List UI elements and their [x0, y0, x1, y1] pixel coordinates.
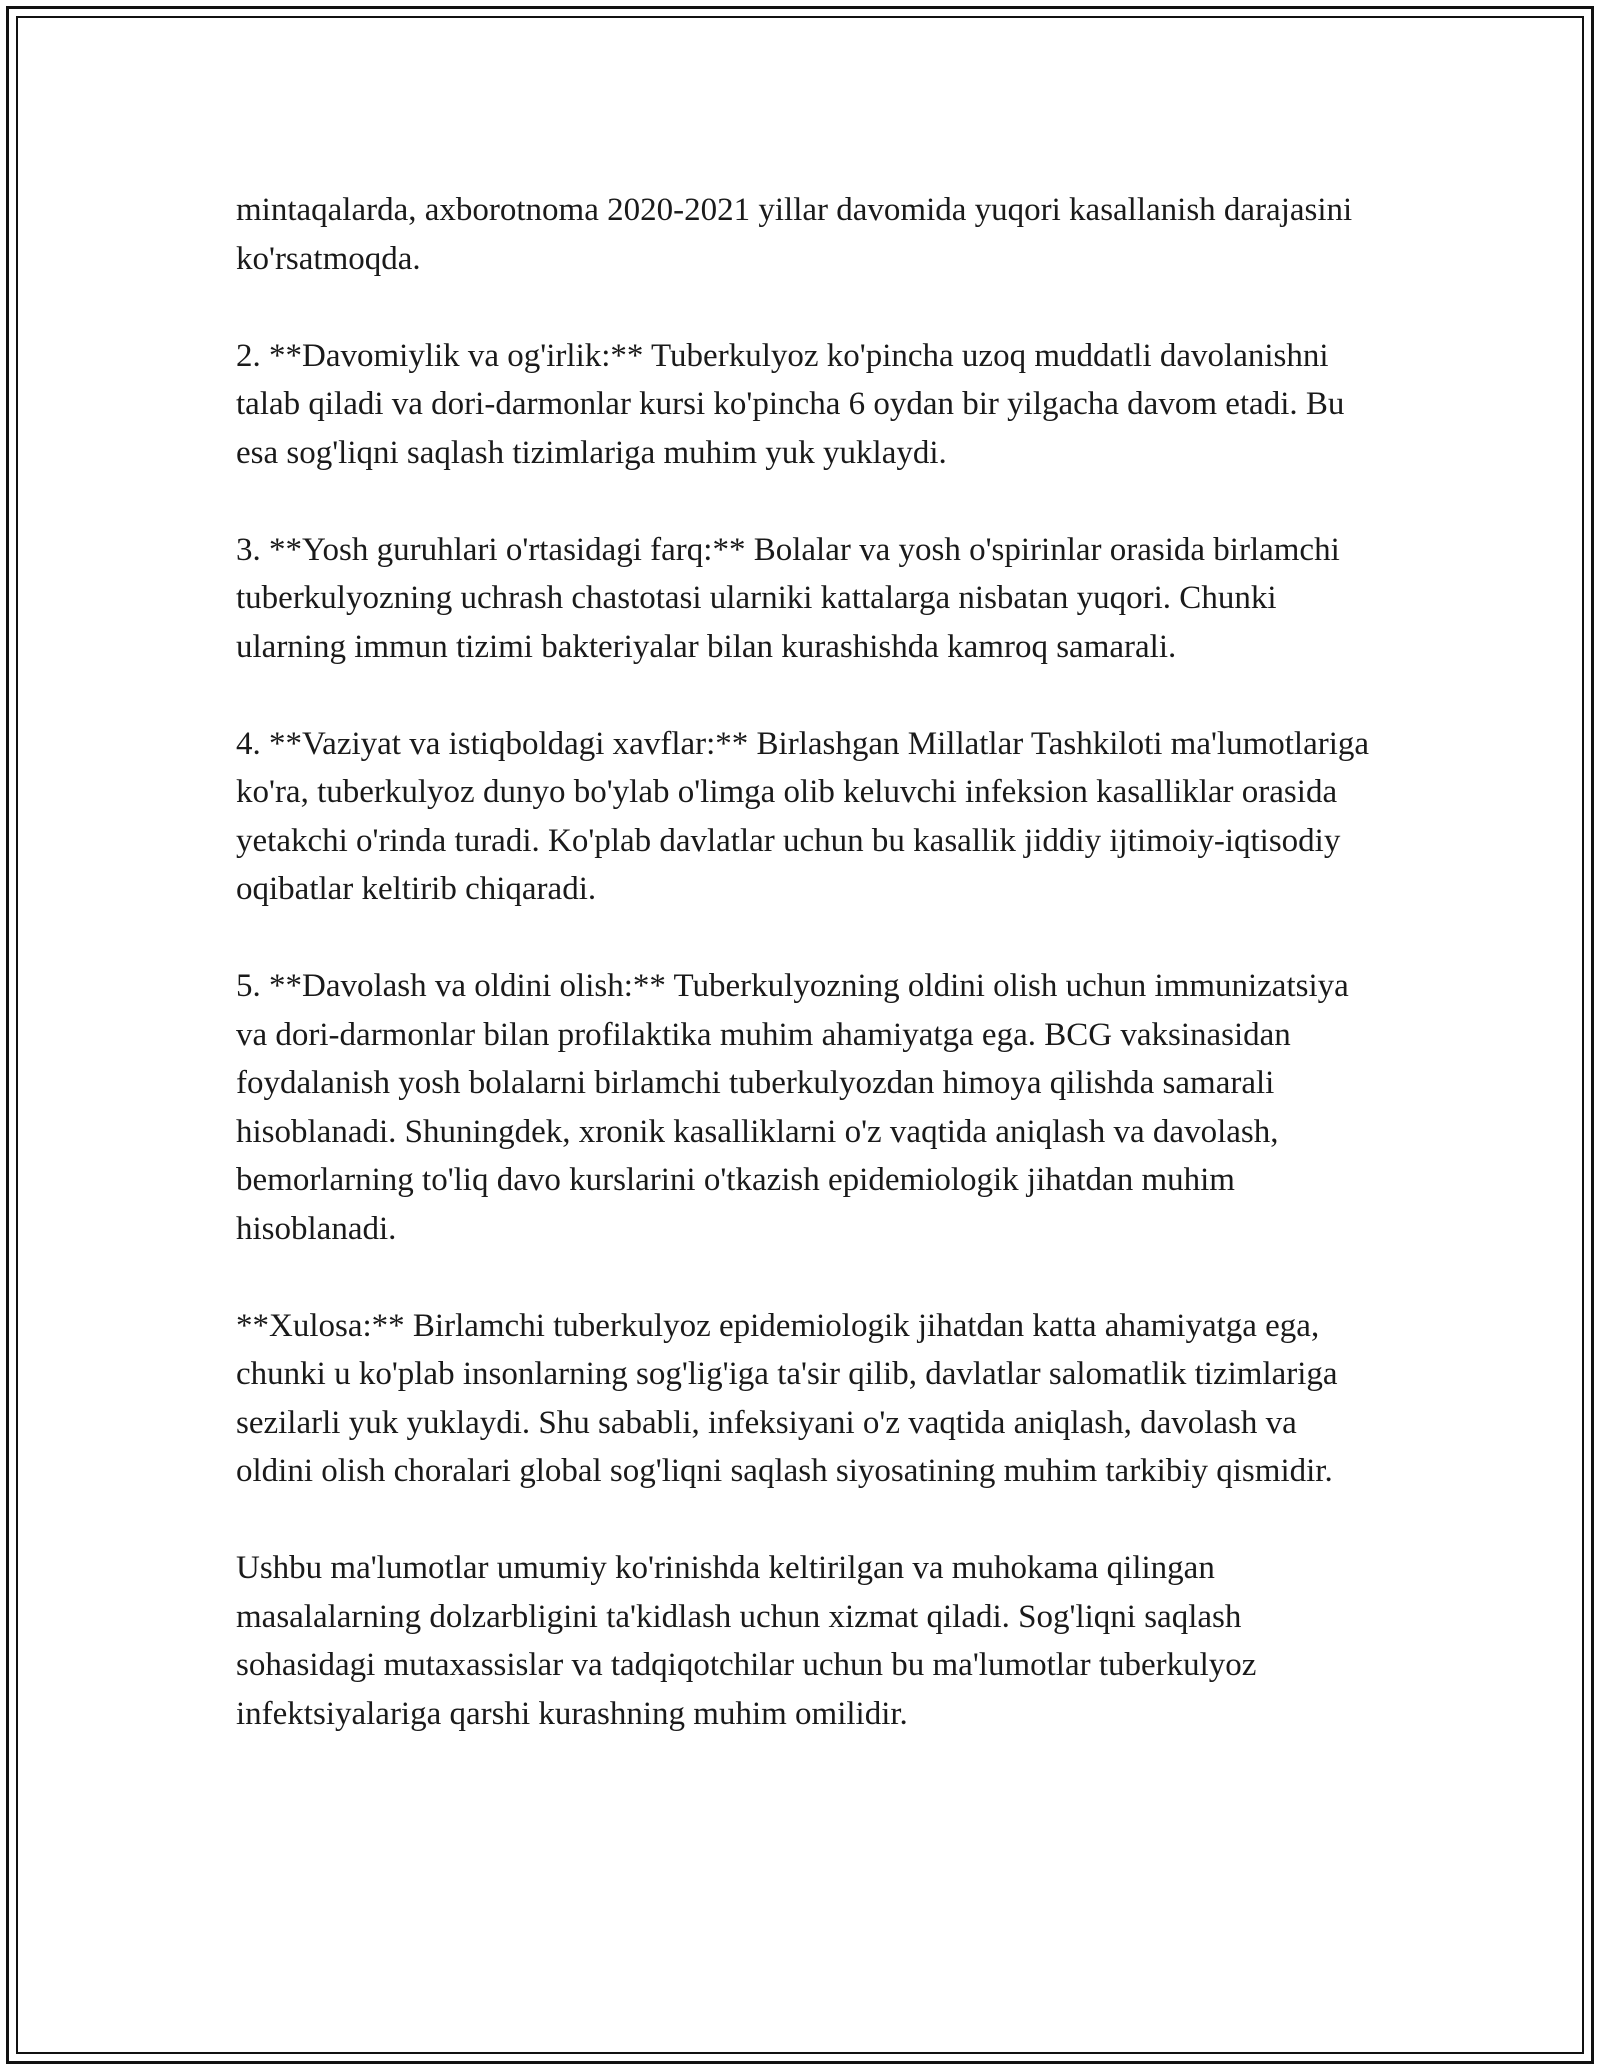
paragraph-item-4: 4. **Vaziyat va istiqboldagi xavflar:** Birlashgan Millatlar Tashkiloti ma'lumotlariga ko'ra, tuberkulyoz dunyo bo'ylab o'limga olib keluvchi infeksion kasalliklar orasida yetakchi o'rinda turadi. Ko'plab davlatlar uchun bu kasallik jiddiy ijtimoiy-iqtisodiy oqibatlar keltirib chiqaradi. [236, 725, 1370, 907]
document-body [236, 186, 1376, 1738]
paragraph-continuation: mintaqalarda, axborotnoma 2020-2021 yillar davomida yuqori kasallanish darajasini ko'rsatmoqda. [236, 192, 1353, 277]
paragraph-item-5: 5. **Davolash va oldini olish:** Tuberkulyozning oldini olish uchun immunizatsiya va dori-darmonlar bilan profilaktika muhim ahamiyatga ega. BCG vaksinasidan foydalanish yosh bolalarni birlamchi tuberkulyozdan himoya qilishda samarali hisoblanadi. Shuningdek, xronik kasalliklarni o'z vaqtida aniqlash va davolash, bemorlarning to'liq davo kurslarini o'tkazish epidemiologik jihatdan muhim hisoblanadi. [236, 968, 1349, 1247]
paragraph-item-3: 3. **Yosh guruhlari o'rtasidagi farq:** Bolalar va yosh o'spirinlar orasida birlamchi tuberkulyozning uchrash chastotasi ularniki kattalarga nisbatan yuqori. Chunki ularning immun tizimi bakteriyalar bilan kurashishda kamroq samarali. [236, 531, 1340, 665]
paragraph-item-2: 2. **Davomiylik va og'irlik:** Tuberkulyoz ko'pincha uzoq muddatli davolanishni talab qiladi va dori-darmonlar kursi ko'pincha 6 oydan bir yilgacha davom etadi. Bu esa sog'liqni saqlash tizimlariga muhim yuk yuklaydi. [236, 337, 1345, 471]
paragraph-closing: Ushbu ma'lumotlar umumiy ko'rinishda keltirilgan va muhokama qilingan masalalarning dolzarbligini ta'kidlash uchun xizmat qiladi. Sog'liqni saqlash sohasidagi mutaxassislar va tadqiqotchilar uchun bu ma'lumotlar tuberkulyoz infektsiyalariga qarshi kurashning muhim omilidir. [236, 1550, 1257, 1732]
paragraph-conclusion: **Xulosa:** Birlamchi tuberkulyoz epidemiologik jihatdan katta ahamiyatga ega, chunki u ko'plab insonlarning sog'lig'iga ta'sir qilib, davlatlar salomatlik tizimlariga sezilarli yuk yuklaydi. Shu sababli, infeksiyani o'z vaqtida aniqlash, davolash va oldini olish choralari global sog'liqni saqlash siyosatining muhim tarkibiy qismidir. [236, 1307, 1338, 1489]
